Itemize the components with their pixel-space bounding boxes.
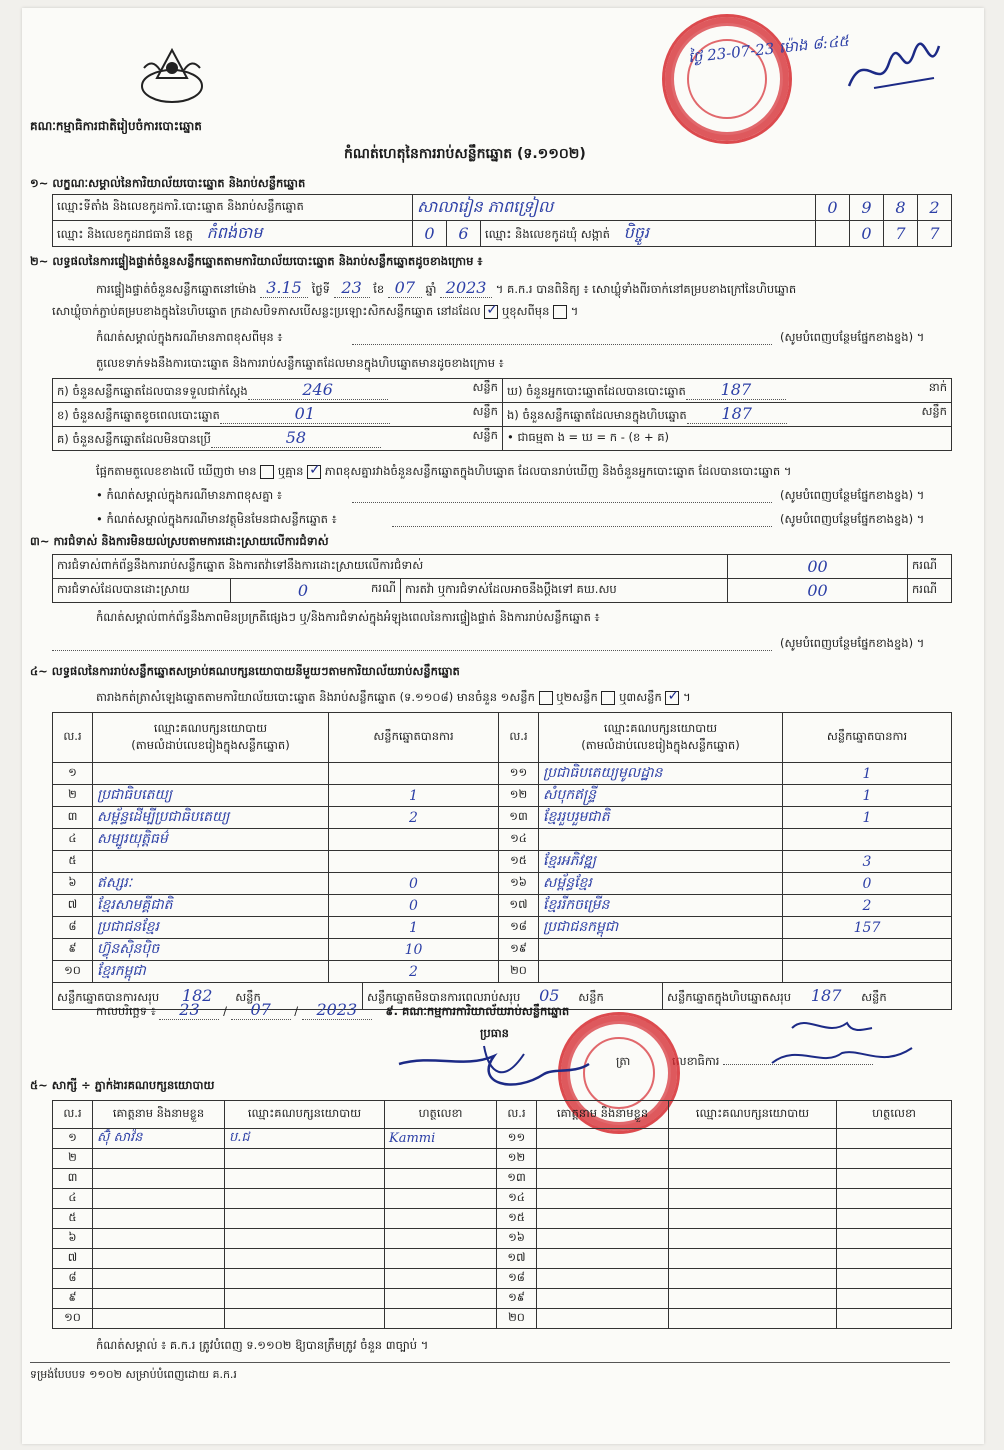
verify-line-2: សោឃ្លុំចាក់ភ្ជាប់គម្របខាងក្នុងនៃហិបឆ្នោត ក្រដាសបិទភាសបើសន្លះប្រឡោះសិកសន្លឹកឆ្នោត នៅដដែល ✓ ឬខុសពីមុន ។ — [52, 304, 578, 321]
row-number: ១២ — [499, 785, 539, 807]
province-digit: 6 — [447, 221, 481, 247]
party-name: ខ្មែររីកចម្រើន — [539, 895, 783, 917]
row-number: ១ — [53, 763, 93, 785]
formula: • ជាធម្មតា ង = ឃ = ក - (ខ + គ) — [503, 427, 952, 451]
witness-name — [537, 1149, 669, 1169]
vote-count: 1 — [783, 807, 952, 829]
vote-count — [329, 851, 499, 873]
witness-party — [669, 1169, 837, 1189]
official-seal-top — [662, 14, 792, 144]
witness-party — [225, 1209, 385, 1229]
witness-signature — [837, 1309, 952, 1329]
witness-name — [93, 1269, 225, 1289]
row-number: ១៣ — [497, 1169, 537, 1189]
witness-signature — [385, 1149, 497, 1169]
witness-party — [225, 1149, 385, 1169]
witness-signature — [837, 1189, 952, 1209]
vote-count — [329, 763, 499, 785]
vote-count — [329, 829, 499, 851]
party-results-table: ល.រ ឈ្មោះគណបក្សនយោបាយ (តាមលំដាប់លេខរៀងក្នុងសន្លឹកឆ្នោត) សន្លឹកឆ្នោតបានការ ល.រ ឈ្មោះគណបក្សនយោបាយ (តាមលំដាប់លេខរៀងក្នុងសន្លឹកឆ្នោត) សន្លឹកឆ្នោតបានការ ១ ១១ ប្រជាធិបតេយ្យមូលដ្ឋាន 1 ២ ប្រជាធិបតេយ្យ 1 ១២ សំបុកឥន្ទ្រី 1 ៣ សម្ព័ន្ធដើម្បីប្រជាធិបតេយ្យ 2 ១៣ ខ្មែររួបរួមជាតិ 1 ៤ សម្បូរយុត្តិធម៌ ១៤ ៥ ១៥ ខ្មែរអភិវឌ្ឍ 3 ៦ ឥស្សរៈ 0 ១៦ សម្ព័ន្ធខ្មែរ 0 ៧ ខ្មែរសាមគ្គីជាតិ 0 ១៧ ខ្មែររីកចម្រើន 2 ៨ ប្រជាជនខ្មែរ 1 ១៨ ប្រជាជនកម្ពុជា 157 ៩ ហ៊្វុនស៊ិនប៉ិច 10 ១៩ ១០ ខ្មែរកម្ពុជា 2 ២០ សន្លឹកឆ្នោតបានការសរុប 182 សន្លឹក សន្លឹកឆ្នោតមិនបានការពេលរាប់សរុប 05 សន្លឹក សន្លឹកឆ្នោតក្នុងហិបឆ្នោតសរុប 187 សន្លឹក — [52, 712, 952, 1010]
table-row — [53, 1309, 952, 1329]
witness-party — [225, 1269, 385, 1289]
vote-count: 2 — [329, 807, 499, 829]
row-number: ១៥ — [499, 851, 539, 873]
commune-digit: 0 — [850, 221, 884, 247]
witness-name — [537, 1209, 669, 1229]
witness-party — [669, 1229, 837, 1249]
row-number: ៣ — [53, 1169, 93, 1189]
received-ballots: ក) ចំនួនសន្លឹកឆ្នោតដែលបានទទួលជាក់ស្តែង 246 សន្លឹក — [53, 379, 503, 403]
row-number: ១០ — [53, 961, 93, 983]
totals-row: សន្លឹកឆ្នោតបានការសរុប 182 សន្លឹក សន្លឹកឆ្នោតមិនបានការពេលរាប់សរុប 05 សន្លឹក សន្លឹកឆ្នោតក្នុងហិបឆ្នោតសរុប 187 សន្លឹក — [53, 983, 952, 1010]
two-sheet-checkbox[interactable] — [601, 691, 615, 705]
filling-note: កំណត់សម្គាល់ ៖ គ.ក.រ ត្រូវបំពេញ ទ.១១០២ ឱ្យបានត្រឹមត្រូវ ចំនួន ៣ច្បាប់ ។ — [96, 1338, 429, 1352]
one-sheet-checkbox[interactable] — [539, 691, 553, 705]
vote-count: 1 — [329, 917, 499, 939]
irregularity-note: កំណត់សម្គាល់ពាក់ព័ន្ធនឹងភាពមិនប្រក្រតីផ្សេងៗ ឬ/និងការជំទាស់ក្នុងអំឡុងពេលនៃការផ្ទៀងផ្ទាត់ និងការរាប់សន្លឹកឆ្នោត ៖ — [96, 610, 600, 624]
row-number: ៨ — [53, 917, 93, 939]
witness-name — [537, 1269, 669, 1289]
witness-party — [669, 1249, 837, 1269]
three-sheet-checkbox[interactable] — [665, 691, 679, 705]
witness-party — [669, 1309, 837, 1329]
code-digit: 8 — [884, 195, 918, 221]
table-row — [53, 785, 952, 807]
witness-signature — [385, 1309, 497, 1329]
objection-count-1: 00 — [728, 555, 908, 579]
witness-table: ល.រ គោត្តនាម និងនាមខ្លួន ឈ្មោះគណបក្សនយោបាយ ហត្ថលេខា ល.រ គោត្តនាម និងនាមខ្លួន ឈ្មោះគណបក្សនយោបាយ ហត្ថលេខា ១ ស៊ុំ សាវ៉ន ប.ជ Kammi ១១ ២ ១២ ៣ ១៣ ៤ ១៤ ៥ ១៥ ៦ ១៦ ៧ ១៧ ៨ ១៨ ៩ ១៩ ១០ ២០ — [52, 1100, 952, 1329]
witness-party — [225, 1189, 385, 1209]
table-row — [53, 1189, 952, 1209]
witness-name — [93, 1169, 225, 1189]
date-line: កាលបរិច្ឆេទ ៖ 23 / 07 / 2023 ៩. គណៈកម្មការការិយាល័យរាប់សន្លឹកឆ្នោត — [96, 1000, 570, 1019]
location-table — [52, 194, 952, 247]
table-row — [53, 807, 952, 829]
party-name: សំបុកឥន្ទ្រី — [539, 785, 783, 807]
fill-hint: (សូមបំពេញបន្ថែមផ្នែកខាងខ្នង) ។ — [780, 330, 925, 344]
witness-name — [93, 1309, 225, 1329]
table-row — [53, 829, 952, 851]
party-name: សម្ព័ន្ធដើម្បីប្រជាធិបតេយ្យ — [93, 807, 329, 829]
commune-cell: ឈ្មោះ និងលេខកូដឃុំ សង្កាត់ បិច្ចូរ — [481, 221, 816, 247]
witness-name — [93, 1289, 225, 1309]
vote-count: 1 — [329, 785, 499, 807]
secretary-label: លេខាធិការ — [672, 1054, 873, 1071]
row-number: ១៥ — [497, 1209, 537, 1229]
party-name: សម្ព័ន្ធខ្មែរ — [539, 873, 783, 895]
party-name: សម្បូរយុត្តិធម៌ — [93, 829, 329, 851]
difference-line: ផ្អែកតាមតួលេខខាងលើ ឃើញថា មាន ឬគ្មាន ✓ ភាពខុសគ្នារវាងចំនួនសន្លឹកឆ្នោតក្នុងហិបឆ្នោត ដែលបានរាប់ឃើញ និងចំនួនអ្នកបោះឆ្នោត ដែលបានបោះឆ្នោត ។ — [96, 464, 791, 481]
party-name: ខ្មែរសាមគ្គីជាតិ — [93, 895, 329, 917]
location-value: សាលារៀន ភាពទ្រៀល — [413, 195, 816, 221]
row-number: ១០ — [53, 1309, 93, 1329]
vote-count: 3 — [783, 851, 952, 873]
objections-table: ការជំទាស់ពាក់ព័ន្ធនឹងការរាប់សន្លឹកឆ្នោត និងការតវ៉ាទៅនឹងការដោះស្រាយលើការជំទាស់ 00 ករណី ការជំទាស់ដែលបានដោះស្រាយ 0 ករណី ការតវ៉ា ឬការជំទាស់ដែលអាចនឹងប្តឹងទៅ គឃ.សប 00 ករណី — [52, 554, 952, 603]
party-name: ខ្មែរកម្ពុជា — [93, 961, 329, 983]
vote-count: 2 — [783, 895, 952, 917]
row-number: ១៨ — [497, 1269, 537, 1289]
party-name — [539, 961, 783, 983]
row-number: ៧ — [53, 1249, 93, 1269]
secretary-signature-icon — [752, 1008, 922, 1078]
row-number: ៧ — [53, 895, 93, 917]
signature-top-icon — [844, 38, 944, 98]
appeal-count: 00 — [728, 579, 908, 603]
row-number: ១៦ — [497, 1229, 537, 1249]
row-number: ១៨ — [499, 917, 539, 939]
table-row — [53, 1149, 952, 1169]
witness-name — [537, 1229, 669, 1249]
party-name — [93, 763, 329, 785]
witness-party — [225, 1169, 385, 1189]
witness-signature — [837, 1169, 952, 1189]
changed-checkbox[interactable] — [553, 305, 567, 319]
row-number: ១៤ — [497, 1189, 537, 1209]
witness-signature — [385, 1269, 497, 1289]
org-name: គណៈកម្មាធិការជាតិរៀបចំការបោះឆ្នោត — [30, 119, 202, 133]
resolved-label: ការជំទាស់ដែលបានដោះស្រាយ — [53, 579, 231, 603]
section5-heading: ៥~ សាក្សី ÷ ភ្នាក់ងារគណបក្សនយោបាយ — [30, 1078, 215, 1092]
row-number: ៦ — [53, 873, 93, 895]
witness-party — [669, 1189, 837, 1209]
witness-name — [537, 1169, 669, 1189]
table-row — [53, 1269, 952, 1289]
chair-label: ប្រធាន — [480, 1026, 509, 1040]
form-page: គណៈកម្មាធិការជាតិរៀបចំការបោះឆ្នោត កំណត់ហេតុនៃការរាប់សន្លឹកឆ្នោត (ទ.១១០២) ថ្ងៃ 23-07-23 ម៉ោង ៨:៤៥ ១~ លក្ខណៈសម្គាល់នៃការិយាល័យបោះឆ្នោត និងរាប់សន្លឹកឆ្នោត ឈ្មោះទីតាំង និងលេខកូដការិ.បោះឆ្នោត និងរាប់សន្លឹកឆ្នោត សាលារៀន ភាពទ្រៀល 0 9 8 2 ឈ្មោះ និងលេខកូដរាជធានី ខេត្ត កំពង់ចាម 0 6 ឈ្មោះ និងលេខកូដឃុំ សង្កាត់ បិច្ចូរ 0 7 7 ២~ លទ្ធផលនៃការផ្ទៀងផ្ទាត់ចំនួនសន្លឹកឆ្នោតតាមការិយាល័យបោះឆ្នោត និងរាប់សន្លឹកឆ្នោតដូចខាងក្រោម ៖ ការផ្ទៀងផ្ទាត់ចំនួនសន្លឹកឆ្នោតនៅម៉ោង 3.15 ថ្ងៃទី 23 ខែ 07 ឆ្នាំ 2023 ។ គ.ក.រ បានពិនិត្យ ៖ សោឃ្លុំទាំងពីរចាក់នៅគម្របខាងក្រៅនៃហិបឆ្នោត សោឃ្លុំចាក់ភ្ជាប់គម្របខាងក្នុងនៃហិបឆ្នោត ក្រដាសបិទភាសបើសន្លះប្រឡោះសិកសន្លឹកឆ្នោត នៅដដែល ✓ ឬខុសពីមុន ។ កំណត់សម្គាល់ក្នុងករណីមានភាពខុសពីមុន ៖ (សូមបំពេញបន្ថែមផ្នែកខាងខ្នង) ។ តួលេខទាក់ទងនឹងការបោះឆ្នោត និងការរាប់សន្លឹកឆ្នោតដែលមានក្នុងហិបឆ្នោតមានដូចខាងក្រោម ៖ ក) ចំនួនសន្លឹកឆ្នោតដែលបានទទួលជាក់ស្តែង 246 សន្លឹក ឃ) ចំនួនអ្នកបោះឆ្នោតដែលបានបោះឆ្នោត 187 នាក់ ខ) ចំនួនសន្លឹកឆ្នោតខូចពេលបោះឆ្នោត 01 សន្លឹក ង) ចំនួនសន្លឹកឆ្នោតដែលមានក្នុងហិបឆ្នោត 187 សន្លឹក គ) ចំនួនសន្លឹកឆ្នោតដែលមិនបានប្រើ 58 សន្លឹក • ជាធម្មតា ង = ឃ = ក - (ខ + គ) ផ្អែកតាមតួលេខខាងលើ ឃើញថា មាន ឬគ្មាន ✓ ភាពខុសគ្នារវាងចំនួនសន្លឹកឆ្នោតក្នុងហិបឆ្នោត ដែលបានរាប់ឃើញ និងចំនួនអ្នកបោះឆ្នោត ដែលបានបោះឆ្នោត ។ • កំណត់សម្គាល់ក្នុងករណីមានភាពខុសគ្នា ៖ (សូមបំពេញបន្ថែមផ្នែកខាងខ្នង) ។ • កំណត់សម្គាល់ក្នុងករណីមានវត្ថុមិនមែនជាសន្លឹកឆ្នោត ៖ (សូមបំពេញបន្ថែមផ្នែកខាងខ្នង) ។ ៣~ ការជំទាស់ និងការមិនយល់ស្របតាមការដោះស្រាយលើការជំទាស់ ការជំទាស់ពាក់ព័ន្ធនឹងការរាប់សន្លឹកឆ្នោត និងការតវ៉ាទៅនឹងការដោះស្រាយលើការជំទាស់ 00 ករណី ការជំទាស់ដែលបានដោះស្រាយ 0 ករណី ការតវ៉ា ឬការជំទាស់ដែលអាចនឹងប្តឹងទៅ គឃ.សប 00 ករណី កំណត់សម្គាល់ពាក់ព័ន្ធនឹងភាពមិនប្រក្រតីផ្សេងៗ ឬ/និងការជំទាស់ក្នុងអំឡុងពេលនៃការផ្ទៀងផ្ទាត់ និងការរាប់សន្លឹកឆ្នោត ៖ (សូមបំពេញបន្ថែមផ្នែកខាងខ្នង) ។ ៤~ លទ្ធផលនៃការរាប់សន្លឹកឆ្នោតសម្រាប់គណបក្សនយោបាយនីមួយៗតាមការិយាល័យរាប់សន្លឹកឆ្នោត តារាងកត់ត្រាសំឡេងឆ្នោតតាមការិយាល័យបោះឆ្នោត និងរាប់សន្លឹកឆ្នោត (ទ.១១០៨) មានចំនួន ១សន្លឹក ឬ២សន្លឹក ឬ៣សន្លឹក ✓ ។ ល.រ ឈ្មោះគណបក្សនយោបាយ (តាមលំដាប់លេខរៀងក្នុងសន្លឹកឆ្នោត) សន្លឹកឆ្នោតបានការ ល.រ ឈ្មោះគណបក្សនយោបាយ (តាមលំដាប់លេខរៀងក្នុងសន្លឹកឆ្នោត) សន្លឹកឆ្នោតបានការ ១ ១១ ប្រជាធិបតេយ្យមូលដ្ឋាន 1 ២ ប្រជាធិបតេយ្យ 1 ១២ សំបុកឥន្ទ្រី 1 ៣ សម្ព័ន្ធដើម្បីប្រជាធិបតេយ្យ 2 ១៣ ខ្មែររួបរួមជាតិ 1 ៤ សម្បូរយុត្តិធម៌ ១៤ ៥ ១៥ ខ្មែរអភិវឌ្ឍ 3 ៦ ឥស្សរៈ 0 ១៦ សម្ព័ន្ធខ្មែរ 0 ៧ ខ្មែរសាមគ្គីជាតិ 0 ១៧ ខ្មែររីកចម្រើន 2 ៨ ប្រជាជនខ្មែរ 1 ១៨ ប្រជាជនកម្ពុជា 157 ៩ ហ៊្វុនស៊ិនប៉ិច 10 ១៩ ១០ ខ្មែរកម្ពុជា 2 ២០ សន្លឹកឆ្នោតបានការសរុប 182 សន្លឹក សន្លឹកឆ្នោតមិនបានការពេលរាប់សរុប 05 សន្លឹក សន្លឹកឆ្នោតក្នុងហិបឆ្នោតសរុប 187 សន្លឹក កាលបរិច្ឆេទ ៖ 23 / 07 / 2023 ៩. គណៈកម្មការការិយាល័យរាប់សន្លឹកឆ្នោត ប្រធាន ត្រា លេខាធិការ ៥~ សាក្សី ÷ ភ្នាក់ងារគណបក្សនយោបាយ ល.រ គោត្តនាម និងនាមខ្លួន ឈ្មោះគណបក្សនយោបាយ ហត្ថលេខា ល.រ គោត្តនាម និងនាមខ្លួន ឈ្មោះគណបក្សនយោបាយ ហត្ថលេខា ១ ស៊ុំ សាវ៉ន ប.ជ Kammi ១១ ២ ១២ ៣ ១៣ ៤ ១៤ ៥ ១៥ ៦ ១៦ ៧ ១៧ ៨ ១៨ ៩ ១៩ ១០ ២០ កំណត់សម្គាល់ ៖ គ.ក.រ ត្រូវបំពេញ ទ.១១០២ ឱ្យបានត្រឹមត្រូវ ចំនួន ៣ច្បាប់ ។ ទម្រង់បែបបទ ១១០២ សម្រាប់បំពេញដោយ គ.ក.រ — [22, 8, 984, 1444]
total-invalid: 05 — [520, 983, 578, 1010]
row-number: ៩ — [53, 1289, 93, 1309]
table-row — [53, 1289, 952, 1309]
appeal-label: ការតវ៉ា ឬការជំទាស់ដែលអាចនឹងប្តឹងទៅ គឃ.សប — [401, 579, 728, 603]
tally-sheet-line: តារាងកត់ត្រាសំឡេងឆ្នោតតាមការិយាល័យបោះឆ្នោត និងរាប់សន្លឹកឆ្នោត (ទ.១១០៨) មានចំនួន ១សន្លឹក ឬ២សន្លឹក ឬ៣សន្លឹក ✓ ។ — [96, 690, 691, 707]
witness-signature — [385, 1189, 497, 1209]
row-number: ១៩ — [499, 939, 539, 961]
party-name: ខ្មែរអភិវឌ្ឍ — [539, 851, 783, 873]
change-note-label: កំណត់សម្គាល់ក្នុងករណីមានភាពខុសពីមុន ៖ — [96, 330, 283, 344]
witness-name: ស៊ុំ សាវ៉ន — [93, 1129, 225, 1149]
witness-signature — [837, 1229, 952, 1249]
row-number: ១១ — [499, 763, 539, 785]
row-number: ២ — [53, 785, 93, 807]
vote-count: 0 — [783, 873, 952, 895]
witness-signature — [385, 1229, 497, 1249]
row-number: ៥ — [53, 1209, 93, 1229]
table-row — [53, 851, 952, 873]
row-number: ២០ — [499, 961, 539, 983]
table-row — [53, 1229, 952, 1249]
witness-party — [225, 1249, 385, 1269]
row-number: ១៦ — [499, 873, 539, 895]
vote-count: 1 — [783, 763, 952, 785]
table-row — [53, 1169, 952, 1189]
vote-count: 0 — [329, 873, 499, 895]
witness-party — [225, 1309, 385, 1329]
vote-count — [783, 939, 952, 961]
party-name: ខ្មែររួបរួមជាតិ — [539, 807, 783, 829]
spoiled-ballots: ខ) ចំនួនសន្លឹកឆ្នោតខូចពេលបោះឆ្នោត 01 សន្លឹក — [53, 403, 503, 427]
ballot-count-table — [52, 378, 952, 451]
no-difference-checkbox[interactable] — [307, 465, 321, 479]
witness-name — [537, 1309, 669, 1329]
witness-signature — [837, 1249, 952, 1269]
party-name: ប្រជាធិបតេយ្យ — [93, 785, 329, 807]
stamp-handwriting: ថ្ងៃ 23-07-23 ម៉ោង ៨:៤៥ — [687, 31, 850, 67]
witness-signature — [837, 1149, 952, 1169]
vote-count — [783, 829, 952, 851]
row-number: ៥ — [53, 851, 93, 873]
witness-name — [93, 1149, 225, 1169]
party-name — [539, 829, 783, 851]
witness-name — [93, 1189, 225, 1209]
section1-heading: ១~ លក្ខណៈសម្គាល់នៃការិយាល័យបោះឆ្នោត និងរាប់សន្លឹកឆ្នោត — [30, 176, 306, 190]
witness-party: ប.ជ — [225, 1129, 385, 1149]
witness-party — [669, 1209, 837, 1229]
row-number: ១២ — [497, 1149, 537, 1169]
table-row — [53, 917, 952, 939]
difference-note: • កំណត់សម្គាល់ក្នុងករណីមានភាពខុសគ្នា ៖ — [96, 488, 282, 502]
province-label: ឈ្មោះ និងលេខកូដរាជធានី ខេត្ត កំពង់ចាម — [53, 221, 413, 247]
table-row — [53, 763, 952, 785]
objection-row-1: ការជំទាស់ពាក់ព័ន្ធនឹងការរាប់សន្លឹកឆ្នោត និងការតវ៉ាទៅនឹងការដោះស្រាយលើការជំទាស់ — [53, 555, 728, 579]
verify-line-1: ការផ្ទៀងផ្ទាត់ចំនួនសន្លឹកឆ្នោតនៅម៉ោង 3.15 ថ្ងៃទី 23 ខែ 07 ឆ្នាំ 2023 ។ គ.ក.រ បានពិនិត្យ ៖ សោឃ្លុំទាំងពីរចាក់នៅគម្របខាងក្រៅនៃហិបឆ្នោត — [96, 278, 797, 297]
table-row — [53, 873, 952, 895]
code-digit: 0 — [816, 195, 850, 221]
has-difference-checkbox[interactable] — [260, 465, 274, 479]
party-name: ប្រជាជនកម្ពុជា — [539, 917, 783, 939]
unused-ballots: គ) ចំនួនសន្លឹកឆ្នោតដែលមិនបានប្រើ 58 សន្លឹក — [53, 427, 503, 451]
row-number: ៨ — [53, 1269, 93, 1289]
witness-name — [93, 1249, 225, 1269]
row-number: ១ — [53, 1129, 93, 1149]
witness-party — [669, 1289, 837, 1309]
witness-name — [537, 1249, 669, 1269]
row-number: ១៧ — [499, 895, 539, 917]
party-name: ប្រជាធិបតេយ្យមូលដ្ឋាន — [539, 763, 783, 785]
nec-emblem-icon — [132, 38, 212, 108]
section3-heading: ៣~ ការជំទាស់ និងការមិនយល់ស្របតាមការដោះស្រាយលើការជំទាស់ — [30, 534, 329, 548]
witness-party — [225, 1289, 385, 1309]
section4-heading: ៤~ លទ្ធផលនៃការរាប់សន្លឹកឆ្នោតសម្រាប់គណបក្សនយោបាយនីមួយៗតាមការិយាល័យរាប់សន្លឹកឆ្នោត — [30, 664, 460, 678]
row-number: ១៣ — [499, 807, 539, 829]
witness-party — [669, 1269, 837, 1289]
vote-count: 1 — [783, 785, 952, 807]
row-number: ៦ — [53, 1229, 93, 1249]
commune-digit: 7 — [884, 221, 918, 247]
row-number: ៩ — [53, 939, 93, 961]
witness-name — [537, 1289, 669, 1309]
footer-text: ទម្រង់បែបបទ ១១០២ សម្រាប់បំពេញដោយ គ.ក.រ — [30, 1368, 237, 1381]
table-row — [53, 1249, 952, 1269]
party-name: ប្រជាជនខ្មែរ — [93, 917, 329, 939]
row-number: ២ — [53, 1149, 93, 1169]
box-ballots: ង) ចំនួនសន្លឹកឆ្នោតដែលមានក្នុងហិបឆ្នោត 187 សន្លឹក — [503, 403, 952, 427]
witness-party — [669, 1129, 837, 1149]
party-name — [539, 939, 783, 961]
location-label: ឈ្មោះទីតាំង និងលេខកូដការិ.បោះឆ្នោត និងរាប់សន្លឹកឆ្នោត — [53, 195, 413, 221]
witness-signature — [837, 1129, 952, 1149]
witness-name — [537, 1129, 669, 1149]
total-in-box: 187 — [791, 983, 861, 1010]
witness-signature — [385, 1209, 497, 1229]
witness-signature — [837, 1209, 952, 1229]
row-number: ៤ — [53, 1189, 93, 1209]
code-digit: 9 — [850, 195, 884, 221]
witness-signature: Kammi — [385, 1129, 497, 1149]
seal-label: ត្រា — [616, 1054, 631, 1068]
table-row — [53, 1209, 952, 1229]
vote-count: 157 — [783, 917, 952, 939]
code-digit: 2 — [918, 195, 952, 221]
witness-name — [537, 1189, 669, 1209]
foreign-object-note: • កំណត់សម្គាល់ក្នុងករណីមានវត្ថុមិនមែនជាសន្លឹកឆ្នោត ៖ — [96, 512, 337, 526]
row-number: ៣ — [53, 807, 93, 829]
total-valid: 182 — [159, 983, 235, 1010]
table-row — [53, 895, 952, 917]
party-name: ហ៊្វុនស៊ិនប៉ិច — [93, 939, 329, 961]
vote-count: 2 — [329, 961, 499, 983]
witness-name — [93, 1209, 225, 1229]
table-row — [53, 939, 952, 961]
witness-signature — [837, 1289, 952, 1309]
row-number: ១៧ — [497, 1249, 537, 1269]
witness-signature — [385, 1169, 497, 1189]
commune-digit: 7 — [918, 221, 952, 247]
vote-count: 0 — [329, 895, 499, 917]
witness-party — [225, 1229, 385, 1249]
resolved-count: 0 ករណី — [231, 579, 401, 603]
row-number: ១៩ — [497, 1289, 537, 1309]
chair-signature-icon — [394, 1034, 594, 1104]
numbers-intro: តួលេខទាក់ទងនឹងការបោះឆ្នោត និងការរាប់សន្លឹកឆ្នោតដែលមានក្នុងហិបឆ្នោតមានដូចខាងក្រោម ៖ — [96, 356, 504, 370]
table-row — [53, 961, 952, 983]
witness-party — [669, 1149, 837, 1169]
same-checkbox[interactable] — [484, 305, 498, 319]
party-name: ឥស្សរៈ — [93, 873, 329, 895]
table-row — [53, 1129, 952, 1149]
party-name — [93, 851, 329, 873]
row-number: ១១ — [497, 1129, 537, 1149]
section2-heading: ២~ លទ្ធផលនៃការផ្ទៀងផ្ទាត់ចំនួនសន្លឹកឆ្នោតតាមការិយាល័យបោះឆ្នោត និងរាប់សន្លឹកឆ្នោតដូចខាងក្រោម ៖ — [30, 254, 483, 268]
row-number: ១៤ — [499, 829, 539, 851]
vote-count — [783, 961, 952, 983]
witness-signature — [837, 1269, 952, 1289]
form-title: កំណត់ហេតុនៃការរាប់សន្លឹកឆ្នោត (ទ.១១០២) — [344, 146, 586, 162]
witness-name — [93, 1229, 225, 1249]
witness-signature — [385, 1249, 497, 1269]
witness-signature — [385, 1289, 497, 1309]
vote-count: 10 — [329, 939, 499, 961]
voters-count: ឃ) ចំនួនអ្នកបោះឆ្នោតដែលបានបោះឆ្នោត 187 នាក់ — [503, 379, 952, 403]
province-digit: 0 — [413, 221, 447, 247]
row-number: ៤ — [53, 829, 93, 851]
row-number: ២០ — [497, 1309, 537, 1329]
